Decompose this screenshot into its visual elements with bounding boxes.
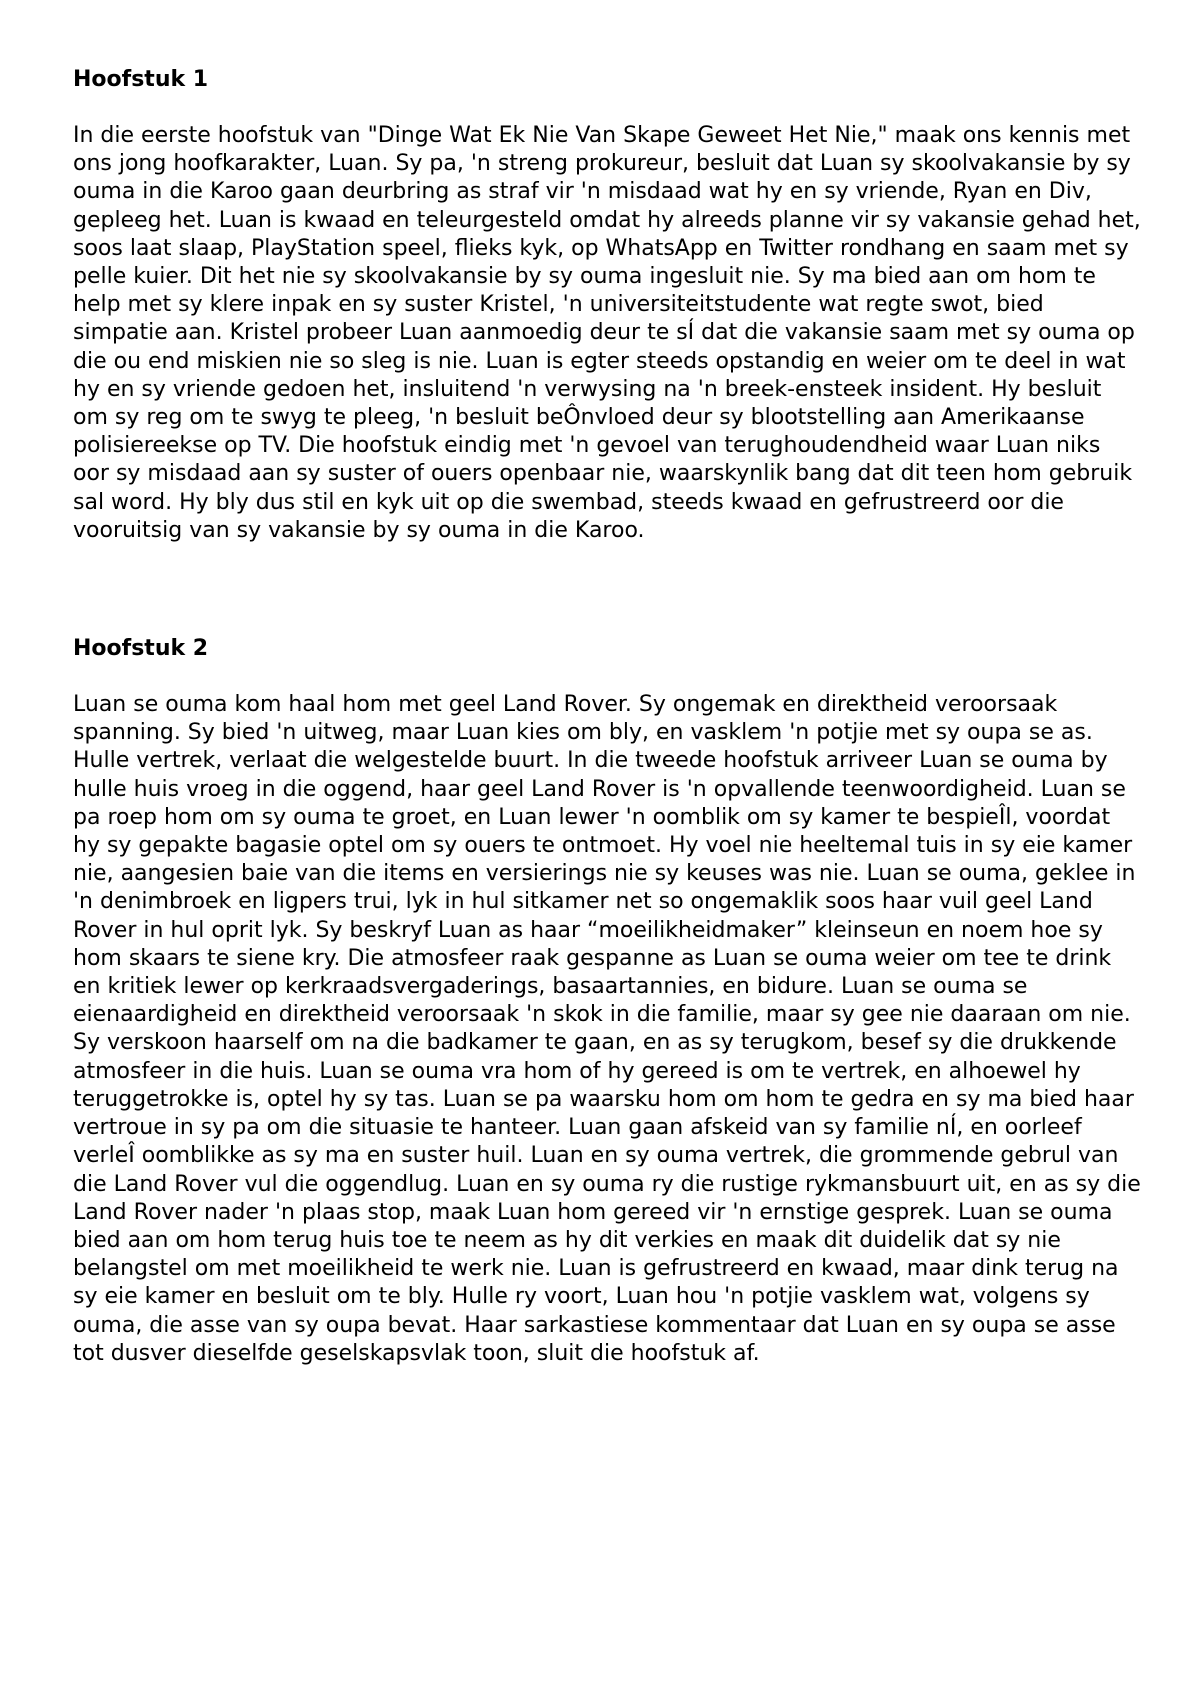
chapter-2-body: Luan se ouma kom haal hom met geel Land Rover. Sy ongemak en direktheid veroorsaak spanning. Sy bied 'n uitweg, maar Luan kies om bly, en vasklem 'n potjie met sy oupa se as. Hulle vertrek, verlaat die welgestelde buurt. In die tweede hoofstuk arriveer Luan se ouma by hulle huis vroeg in die oggend, haar geel Land Rover is 'n opvallende teenwoordigheid. Luan se pa roep hom om sy ouma te groet, en Luan lewer 'n oomblik om sy kamer te bespieÎl, voordat hy sy gepakte bagasie optel om sy ouers te ontmoet. Hy voel nie heeltemal tuis in sy eie kamer nie, aangesien baie van die items en versierings nie sy keuses was nie. Luan se ouma, geklee in 'n denimbroek en ligpers trui, lyk in hul sitkamer net so ongemaklik soos haar vuil geel Land Rover in hul oprit lyk. Sy beskryf Luan as haar “moeilikheidmaker” kleinseun en noem hoe sy hom skaars te siene kry. Die atmosfeer raak gespanne as Luan se ouma weier om tee te drink en kritiek lewer op kerkraadsvergaderings, basaartannies, en bidure. Luan se ouma se eienaardigheid en direktheid veroorsaak 'n skok in die familie, maar sy gee nie daaraan om nie. Sy verskoon haarself om na die badkamer te gaan, en as sy terugkom, besef sy die drukkende atmosfeer in die huis. Luan se ouma vra hom of hy gereed is om te vertrek, en alhoewel hy teruggetrokke is, optel hy sy tas. Luan se pa waarsku hom om hom te gedra en sy ma bied haar vertroue in sy pa om die situasie te hanteer. Luan gaan afskeid van sy familie nÍ, en oorleef verleÎ oomblikke as sy ma en suster huil. Luan en sy ouma vertrek, die grommende gebrul van die Land Rover vul die oggendlug. Luan en sy ouma ry die rustige rykmansbuurt uit, en as sy die Land Rover nader 'n plaas stop, maak Luan hom gereed vir 'n ernstige gesprek. Luan se ouma bied aan om hom terug huis toe te neem as hy dit verkies en maak dit duidelik dat sy nie belangstel om met moeilikheid te werk nie. Luan is gefrustreerd en kwaad, maar dink terug na sy eie kamer en besluit om te bly. Hulle ry voort, Luan hou 'n potjie vasklem wat, volgens sy ouma, die asse van sy oupa bevat. Haar sarkastiese kommentaar dat Luan en sy oupa se asse tot dusver dieselfde geselskapsvlak toon, sluit die hoofstuk af.: [73, 692, 1141, 1366]
chapter-1: [73, 66, 1143, 545]
chapter-1-heading: Hoofstuk 1: [73, 67, 209, 92]
chapter-2: [73, 635, 1143, 1368]
chapter-1-body: In die eerste hoofstuk van "Dinge Wat Ek Nie Van Skape Geweet Het Nie," maak ons kennis met ons jong hoofkarakter, Luan. Sy pa, 'n streng prokureur, besluit dat Luan sy skoolvakansie by sy ouma in die Karoo gaan deurbring as straf vir 'n misdaad wat hy en sy vriende, Ryan en Div, gepleeg het. Luan is kwaad en teleurgesteld omdat hy alreeds planne vir sy vakansie gehad het, soos laat slaap, PlayStation speel, flieks kyk, op WhatsApp en Twitter rondhang en saam met sy pelle kuier. Dit het nie sy skoolvakansie by sy ouma ingesluit nie. Sy ma bied aan om hom te help met sy klere inpak en sy suster Kristel, 'n universiteitstudente wat regte swot, bied simpatie aan. Kristel probeer Luan aanmoedig deur te sÍ dat die vakansie saam met sy ouma op die ou end miskien nie so sleg is nie. Luan is egter steeds opstandig en weier om te deel in wat hy en sy vriende gedoen het, insluitend 'n verwysing na 'n breek-ensteek insident. Hy besluit om sy reg om te swyg te pleeg, 'n besluit beÔnvloed deur sy blootstelling aan Amerikaanse polisiereekse op TV. Die hoofstuk eindig met 'n gevoel van terughoudendheid waar Luan niks oor sy misdaad aan sy suster of ouers openbaar nie, waarskynlik bang dat dit teen hom gebruik sal word. Hy bly dus stil en kyk uit op die swembad, steeds kwaad en gefrustreerd oor die vooruitsig van sy vakansie by sy ouma in die Karoo.: [73, 123, 1141, 543]
document-page: [73, 66, 1143, 1368]
chapter-2-heading: Hoofstuk 2: [73, 636, 209, 662]
